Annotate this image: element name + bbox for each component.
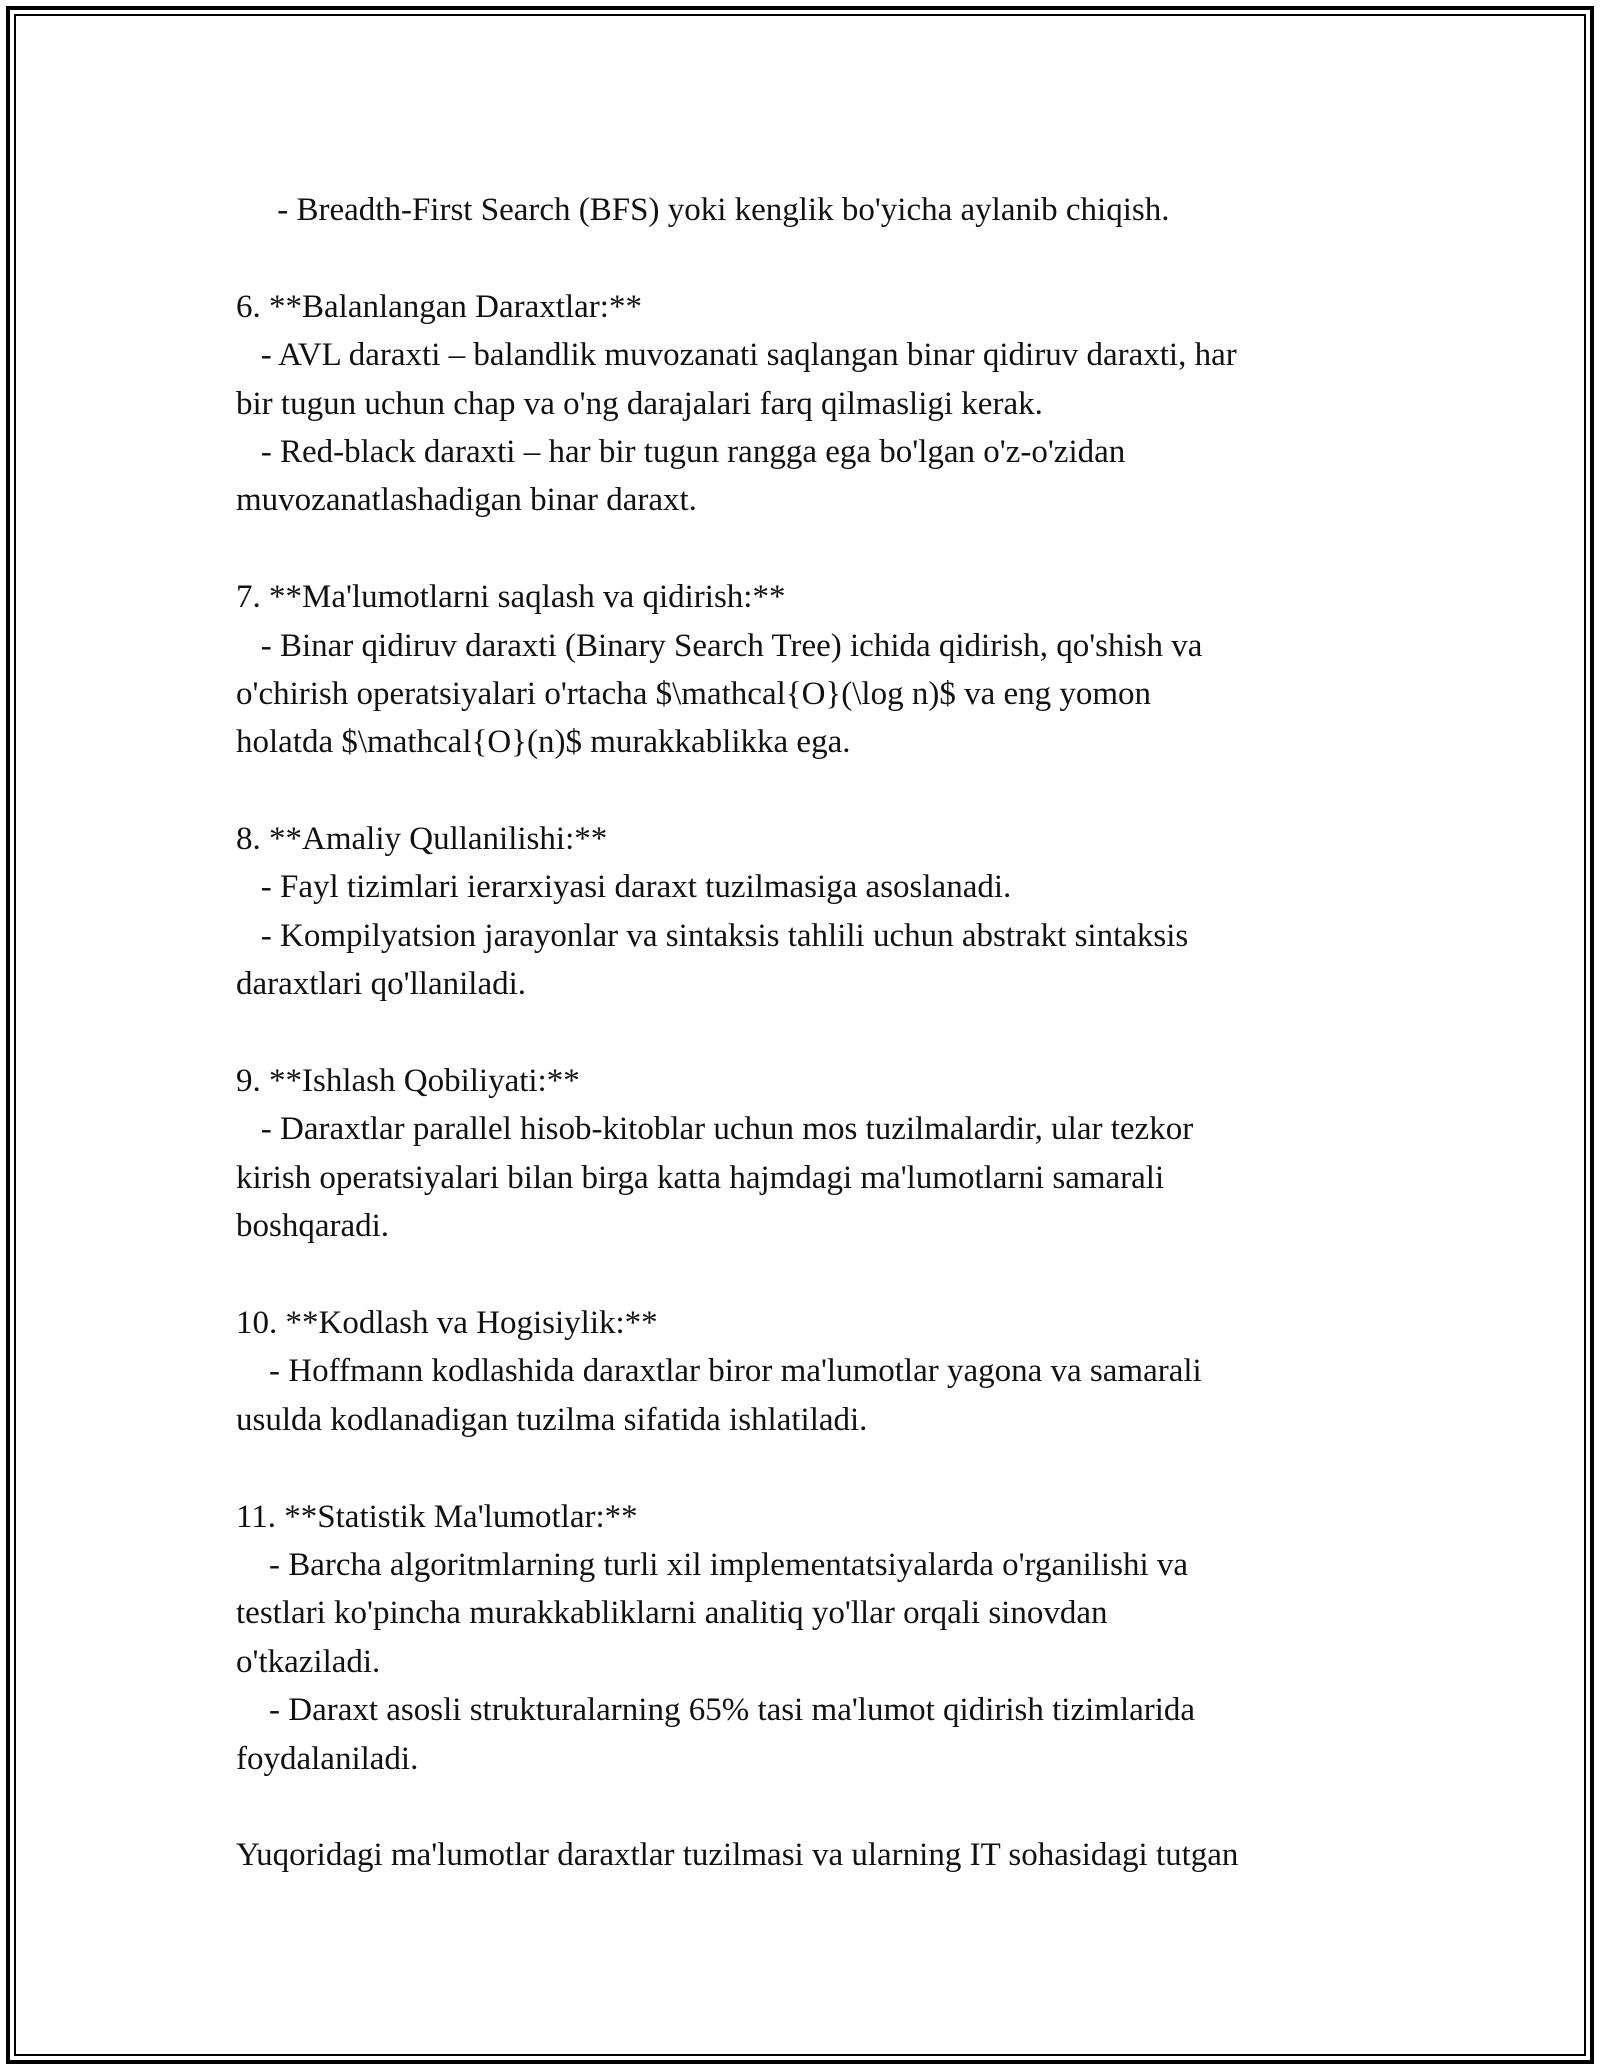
text-line: 10. **Kodlash va Hogisiylik:** xyxy=(236,1304,658,1341)
text-line: - Hoffmann kodlashida daraxtlar biror ma'lumotlar yagona va samarali xyxy=(236,1353,1202,1390)
blank-line xyxy=(236,767,1366,815)
text-line: 11. **Statistik Ma'lumotlar:** xyxy=(236,1498,638,1535)
blank-line xyxy=(236,1009,1366,1057)
text-line: muvozanatlashadigan binar daraxt. xyxy=(236,482,697,519)
text-line: - Barcha algoritmlarning turli xil implementatsiyalarda o'rganilishi va xyxy=(236,1546,1189,1583)
text-line: - Fayl tizimlari ierarxiyasi daraxt tuzilmasiga asoslanadi. xyxy=(236,869,1012,906)
document-body xyxy=(236,186,1366,1880)
text-line: 8. **Amaliy Qullanilishi:** xyxy=(236,821,608,858)
text-line: holatda $\mathcal{O}(n)$ murakkablikka ega. xyxy=(236,724,851,761)
text-line: - Daraxtlar parallel hisob-kitoblar uchun mos tuzilmalardir, ular tezkor xyxy=(236,1111,1194,1148)
text-line: - Breadth-First Search (BFS) yoki kenglik bo'yicha aylanib chiqish. xyxy=(236,192,1170,228)
text-line: - Kompilyatsion jarayonlar va sintaksis tahlili uchun abstrakt sintaksis xyxy=(236,917,1189,954)
text-line: 7. **Ma'lumotlarni saqlash va qidirish:** xyxy=(236,579,786,616)
text-line: o'tkaziladi. xyxy=(236,1643,381,1680)
blank-line xyxy=(236,1251,1366,1299)
text-line: bir tugun uchun chap va o'ng darajalari farq qilmasligi kerak. xyxy=(236,385,1043,422)
blank-line xyxy=(236,525,1366,573)
blank-line xyxy=(236,234,1366,282)
text-line: o'chirish operatsiyalari o'rtacha $\mathcal{O}(\log n)$ va eng yomon xyxy=(236,675,1152,712)
text-line: - Red-black daraxti – har bir tugun rangga ega bo'lgan o'z-o'zidan xyxy=(236,433,1126,470)
text-line: - AVL daraxti – balandlik muvozanati saqlangan binar qidiruv daraxti, har xyxy=(236,337,1237,374)
text-line: - Binar qidiruv daraxti (Binary Search Tree) ichida qidirish, qo'shish va xyxy=(236,627,1203,664)
text-line: kirish operatsiyalari bilan birga katta hajmdagi ma'lumotlarni samarali xyxy=(236,1159,1165,1196)
text-line: testlari ko'pincha murakkabliklarni analitiq yo'llar orqali sinovdan xyxy=(236,1595,1108,1632)
text-line: - Daraxt asosli strukturalarning 65% tasi ma'lumot qidirish tizimlarida xyxy=(236,1692,1196,1729)
text-line: 9. **Ishlash Qobiliyati:** xyxy=(236,1063,580,1100)
text-line: foydalaniladi. xyxy=(236,1740,419,1777)
text-line: Yuqoridagi ma'lumotlar daraxtlar tuzilmasi va ularning IT sohasidagi tutgan xyxy=(236,1837,1239,1874)
text-line: daraxtlari qo'llaniladi. xyxy=(236,966,527,1003)
text-line: boshqaradi. xyxy=(236,1208,390,1245)
text-line: 6. **Balanlangan Daraxtlar:** xyxy=(236,288,642,325)
text-line: usulda kodlanadigan tuzilma sifatida ishlatiladi. xyxy=(236,1401,868,1438)
blank-line xyxy=(236,1444,1366,1492)
blank-line xyxy=(236,1783,1366,1831)
